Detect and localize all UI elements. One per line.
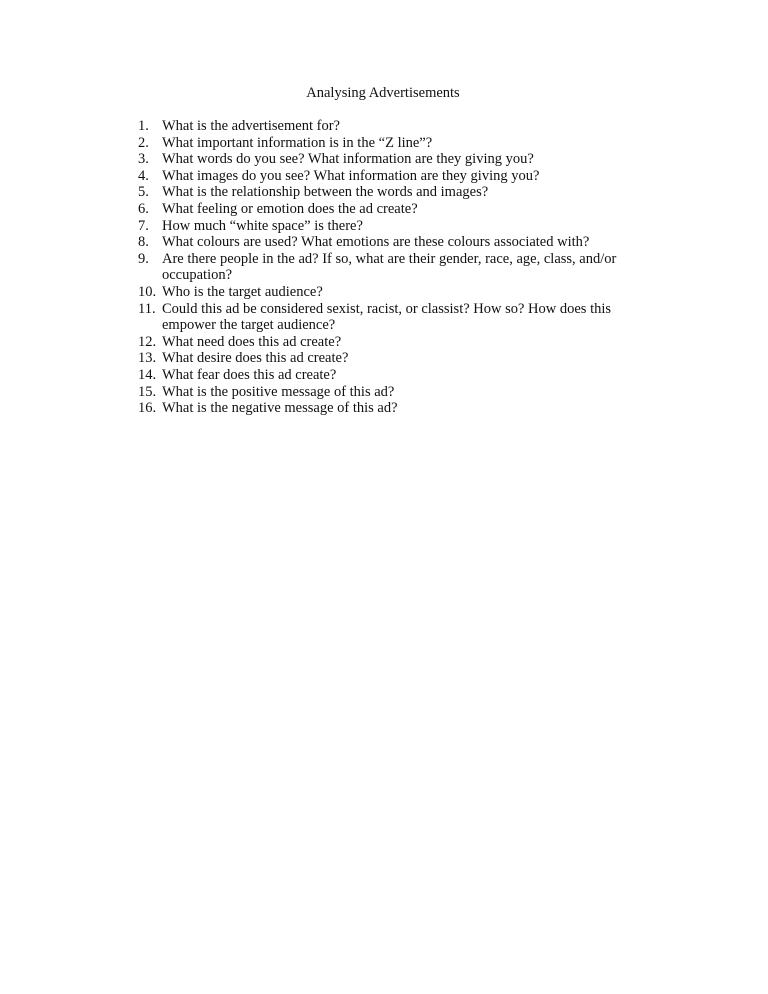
item-text: What is the negative message of this ad? — [162, 400, 398, 417]
list-item — [138, 367, 658, 384]
item-number: 1. — [138, 118, 149, 134]
item-text: Are there people in the ad? If so, what are their gender, race, age, class, and/or occupation? — [162, 250, 617, 284]
item-number: 11. — [138, 300, 156, 317]
item-number: 5. — [138, 184, 149, 201]
item-text: What is the advertisement for? — [162, 118, 340, 134]
item-number: 4. — [138, 167, 149, 184]
item-number: 7. — [138, 217, 149, 234]
list-item — [138, 284, 658, 301]
item-text: What colours are used? What emotions are these colours associated with? — [162, 234, 590, 251]
list-item — [138, 251, 658, 284]
item-number: 8. — [138, 234, 149, 251]
item-text: What is the relationship between the words and images? — [162, 184, 489, 201]
list-item — [138, 168, 658, 185]
item-text: What need does this ad create? — [162, 333, 342, 350]
list-item — [138, 218, 658, 235]
list-item — [138, 384, 658, 401]
item-number: 16. — [138, 400, 157, 417]
list-item — [138, 400, 658, 417]
item-number: 15. — [138, 383, 157, 400]
item-text: What important information is in the “Z line”? — [162, 134, 433, 151]
item-text: Who is the target audience? — [162, 283, 323, 300]
item-number: 2. — [138, 134, 149, 151]
item-text: What desire does this ad create? — [162, 350, 349, 367]
item-number: 14. — [138, 366, 157, 383]
item-text: What feeling or emotion does the ad create? — [162, 200, 418, 217]
item-text: What is the positive message of this ad? — [162, 383, 395, 400]
item-number: 12. — [138, 333, 157, 350]
list-item — [138, 201, 658, 218]
item-number: 13. — [138, 350, 157, 367]
list-item — [138, 118, 658, 135]
item-text: Could this ad be considered sexist, racist, or classist? How so? How does this empower the target audience? — [162, 300, 612, 334]
list-item — [138, 301, 658, 334]
item-number: 10. — [138, 283, 157, 300]
item-text: What images do you see? What information are they giving you? — [162, 167, 540, 184]
item-text: What words do you see? What information are they giving you? — [162, 151, 534, 168]
page-title: Analysing Advertisements — [306, 85, 460, 101]
item-number: 3. — [138, 151, 149, 168]
list-item — [138, 184, 658, 201]
list-item — [138, 350, 658, 367]
question-list — [138, 118, 658, 417]
list-item — [138, 151, 658, 168]
list-item — [138, 234, 658, 251]
item-number: 6. — [138, 200, 149, 217]
list-item — [138, 334, 658, 351]
item-text: How much “white space” is there? — [162, 217, 363, 234]
item-text: What fear does this ad create? — [162, 366, 337, 383]
item-number: 9. — [138, 250, 149, 267]
list-item — [138, 135, 658, 152]
